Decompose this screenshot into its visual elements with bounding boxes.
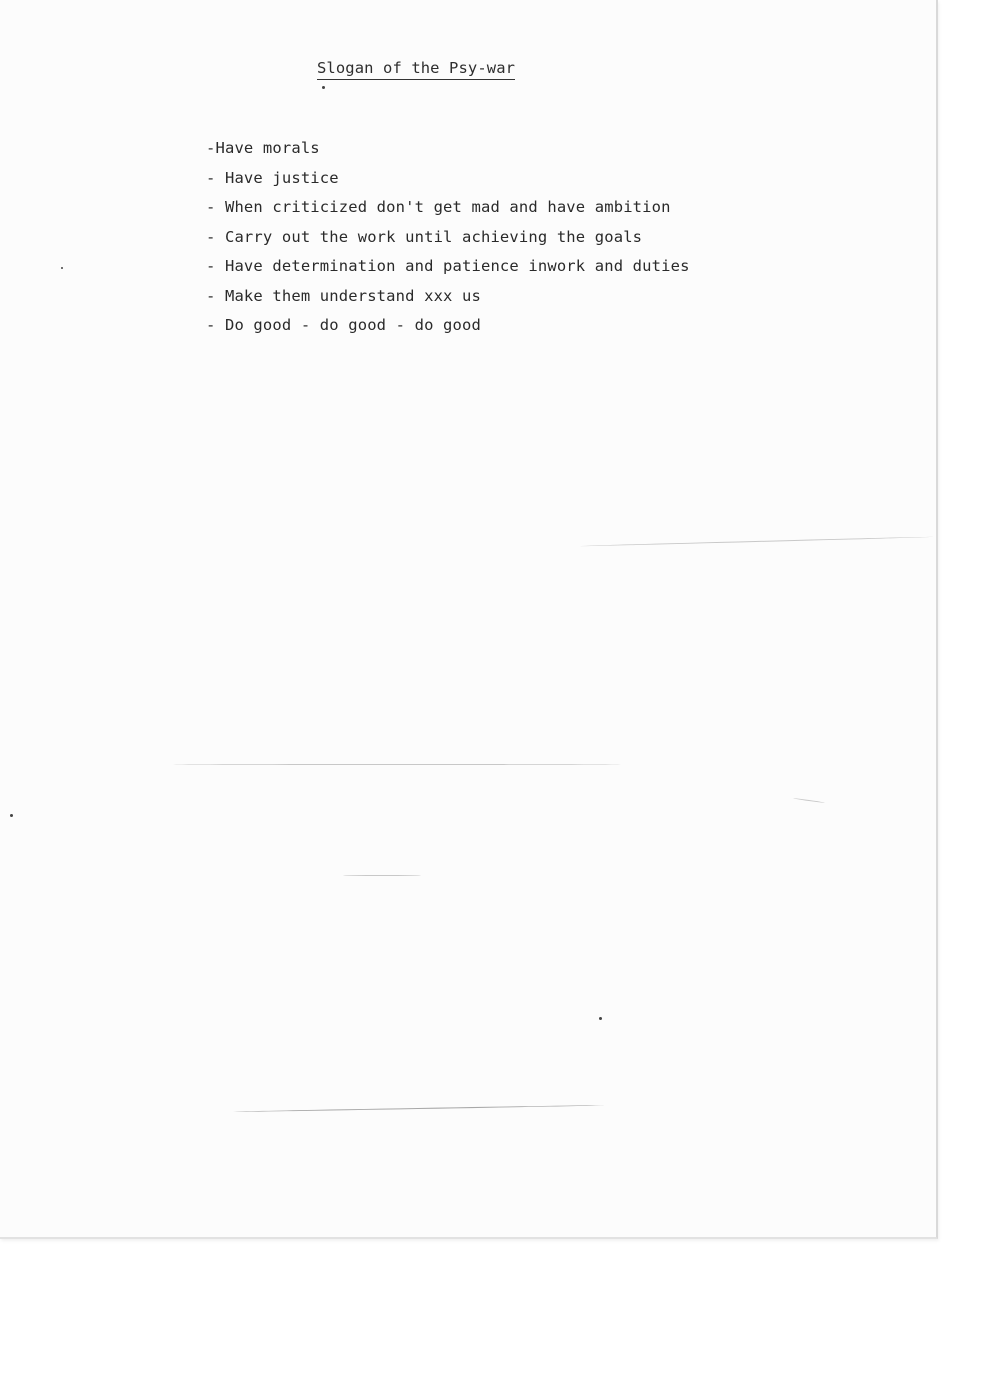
slogan-item: - Have determination and patience inwork and duties xyxy=(206,257,690,275)
scan-speck xyxy=(599,1017,602,1020)
slogan-item: - When criticized don't get mad and have ambition xyxy=(206,198,671,216)
slogan-list xyxy=(206,136,690,343)
scan-mark xyxy=(232,1105,604,1112)
scan-mark xyxy=(793,798,825,803)
slogan-item: - Have justice xyxy=(206,168,339,187)
slogan-item: - Carry out the work until achieving the goals xyxy=(206,227,643,246)
scan-mark xyxy=(172,764,622,765)
scan-speck xyxy=(322,86,325,89)
scan-mark xyxy=(578,536,933,546)
slogan-item: - Make them understand xxx us xyxy=(206,286,481,305)
scan-mark xyxy=(343,875,421,876)
scan-speck xyxy=(61,267,63,269)
scan-speck xyxy=(10,814,13,817)
slogan-item: - Do good - do good - do good xyxy=(206,316,481,334)
slogan-item: -Have morals xyxy=(206,139,320,157)
document-title: Slogan of the Psy-war xyxy=(317,59,515,80)
